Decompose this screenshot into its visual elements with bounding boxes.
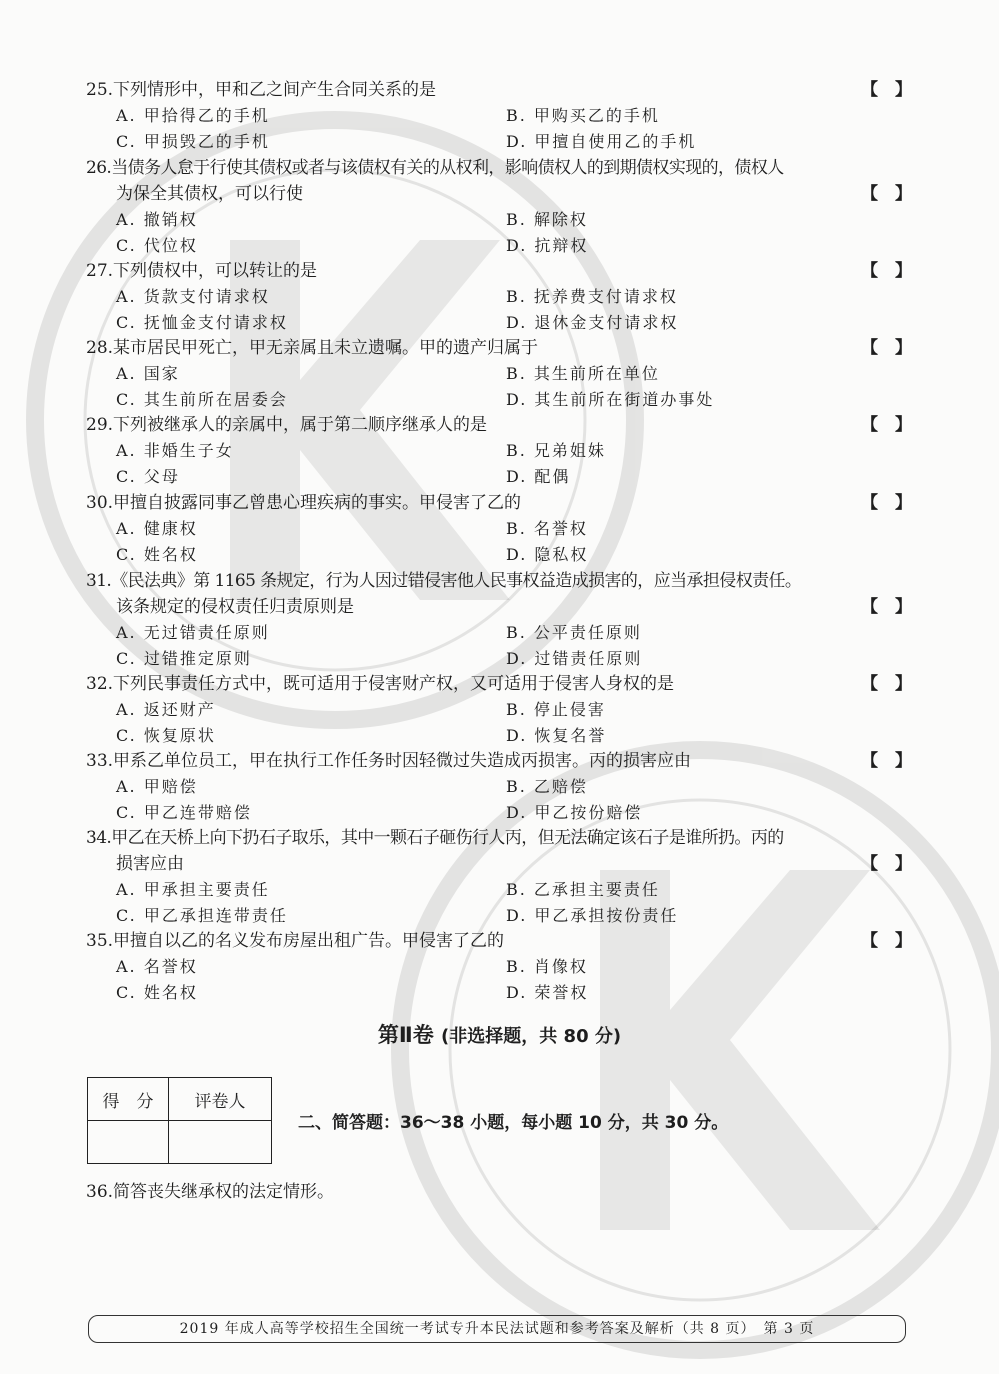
question-stem: 35.甲擅自以乙的名义发布房屋出租广告。甲侵害了乙的 (86, 931, 505, 951)
option-d: D. 甲乙承担按份责任 (506, 906, 679, 925)
score-cell (88, 1121, 169, 1164)
option-b: B. 停止侵害 (506, 700, 606, 719)
option-c: C. 其生前所在居委会 (116, 390, 288, 409)
option-d: D. 其生前所在街道办事处 (506, 390, 715, 409)
question-stem-line2: 损害应由 (116, 854, 184, 874)
question-stem: 26.当债务人怠于行使其债权或者与该债权有关的从权利，影响债权人的到期债权实现的，债权人 (86, 158, 784, 178)
question-stem: 25.下列情形中，甲和乙之间产生合同关系的是 (86, 80, 437, 100)
option-d: D. 荣誉权 (506, 983, 589, 1002)
question-25 (86, 77, 912, 155)
option-c: C. 抚恤金支付请求权 (116, 313, 288, 332)
question-28 (86, 335, 912, 413)
option-d: D. 恢复名誉 (506, 726, 607, 745)
option-b: B. 名誉权 (506, 519, 588, 538)
short-answer-title: 二、简答题：36～38 小题，每小题 10 分，共 30 分。 (298, 1113, 729, 1133)
option-b: B. 乙赔偿 (506, 777, 588, 796)
option-b: B. 肖像权 (506, 957, 588, 976)
grader-cell (169, 1121, 272, 1164)
option-a: A. 货款支付请求权 (116, 287, 270, 306)
option-c: C. 甲乙承担连带责任 (116, 906, 288, 925)
option-c: C. 过错推定原则 (116, 649, 252, 668)
section-name: 第Ⅱ卷 (377, 1023, 434, 1047)
option-c: C. 甲损毁乙的手机 (116, 132, 270, 151)
question-32 (86, 671, 912, 749)
answer-bracket: 【 】 (861, 80, 912, 100)
answer-bracket: 【 】 (861, 493, 912, 513)
answer-bracket: 【 】 (861, 338, 912, 358)
option-b: B. 其生前所在单位 (506, 364, 660, 383)
option-c: C. 代位权 (116, 236, 198, 255)
question-26 (86, 155, 912, 259)
option-a: A. 甲承担主要责任 (116, 880, 270, 899)
option-b: B. 甲购买乙的手机 (506, 106, 660, 125)
option-c: C. 父母 (116, 467, 180, 486)
option-d: D. 甲擅自使用乙的手机 (506, 132, 697, 151)
grader-header: 评卷人 (169, 1078, 272, 1121)
question-stem: 29.下列被继承人的亲属中，属于第二顺序继承人的是 (86, 415, 488, 435)
option-a: A. 甲赔偿 (116, 777, 198, 796)
option-c: C. 恢复原状 (116, 726, 216, 745)
option-a: A. 甲拾得乙的手机 (116, 106, 270, 125)
answer-bracket: 【 】 (861, 261, 912, 281)
option-d: D. 过错责任原则 (506, 649, 643, 668)
question-29 (86, 412, 912, 490)
score-table (87, 1077, 272, 1164)
option-b: B. 解除权 (506, 210, 588, 229)
question-30 (86, 490, 912, 568)
option-c: C. 姓名权 (116, 545, 198, 564)
option-a: A. 名誉权 (116, 957, 198, 976)
option-a: A. 国家 (116, 364, 180, 383)
question-stem: 31.《民法典》第 1165 条规定，行为人因过错侵害他人民事权益造成损害的，应当承担侵权责任。 (86, 571, 802, 591)
option-a: A. 返还财产 (116, 700, 216, 719)
option-d: D. 退休金支付请求权 (506, 313, 679, 332)
question-34 (86, 825, 912, 929)
option-b: B. 抚养费支付请求权 (506, 287, 678, 306)
answer-bracket: 【 】 (861, 854, 912, 874)
answer-bracket: 【 】 (861, 674, 912, 694)
question-stem-line2: 该条规定的侵权责任归责原则是 (116, 597, 354, 617)
section-title (0, 1019, 999, 1049)
option-b: B. 乙承担主要责任 (506, 880, 660, 899)
section-subtitle: (非选择题，共 80 分) (441, 1026, 622, 1047)
option-c: C. 甲乙连带赔偿 (116, 803, 252, 822)
answer-bracket: 【 】 (861, 931, 912, 951)
answer-bracket: 【 】 (861, 415, 912, 435)
question-33 (86, 748, 912, 826)
question-stem: 28.某市居民甲死亡，甲无亲属且未立遗嘱。甲的遗产归属于 (86, 338, 539, 358)
page-footer: 2019 年成人高等学校招生全国统一考试专升本民法试题和参考答案及解析（共 8 页） 第 3 页 (88, 1315, 906, 1343)
question-36: 36.简答丧失继承权的法定情形。 (86, 1182, 335, 1202)
option-d: D. 配偶 (506, 467, 571, 486)
option-a: A. 无过错责任原则 (116, 623, 270, 642)
option-d: D. 甲乙按份赔偿 (506, 803, 643, 822)
option-a: A. 非婚生子女 (116, 441, 234, 460)
question-stem: 33.甲系乙单位员工，甲在执行工作任务时因轻微过失造成丙损害。丙的损害应由 (86, 751, 692, 771)
question-stem: 34.甲乙在天桥上向下扔石子取乐，其中一颗石子砸伤行人丙，但无法确定该石子是谁所扔。丙的 (86, 828, 784, 848)
option-b: B. 公平责任原则 (506, 623, 642, 642)
question-stem-line2: 为保全其债权，可以行使 (116, 184, 303, 204)
answer-bracket: 【 】 (861, 597, 912, 617)
option-b: B. 兄弟姐妹 (506, 441, 606, 460)
answer-bracket: 【 】 (861, 751, 912, 771)
option-a: A. 健康权 (116, 519, 198, 538)
question-stem: 27.下列债权中，可以转让的是 (86, 261, 318, 281)
option-a: A. 撤销权 (116, 210, 198, 229)
question-31 (86, 568, 912, 672)
score-header: 得 分 (88, 1078, 169, 1121)
question-stem: 32.下列民事责任方式中，既可适用于侵害财产权，又可适用于侵害人身权的是 (86, 674, 675, 694)
question-stem: 30.甲擅自披露同事乙曾患心理疾病的事实。甲侵害了乙的 (86, 493, 522, 513)
question-35 (86, 928, 912, 1006)
option-d: D. 隐私权 (506, 545, 589, 564)
question-27 (86, 258, 912, 336)
option-d: D. 抗辩权 (506, 236, 589, 255)
option-c: C. 姓名权 (116, 983, 198, 1002)
answer-bracket: 【 】 (861, 184, 912, 204)
